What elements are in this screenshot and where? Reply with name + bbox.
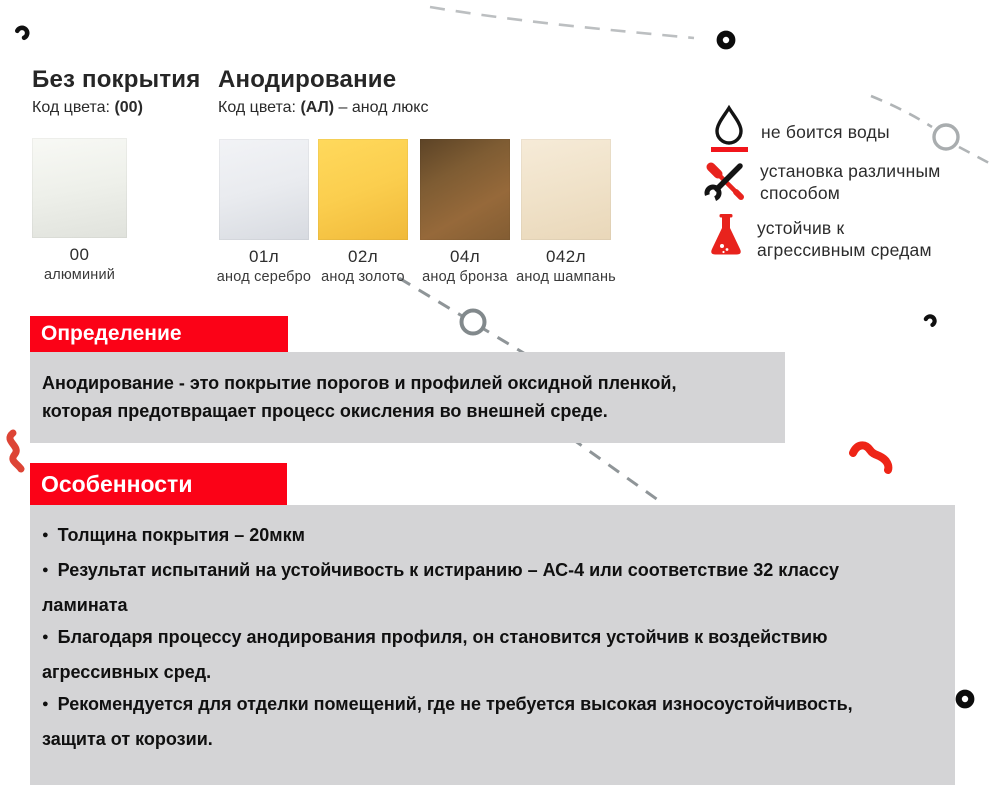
tools-icon (702, 156, 750, 204)
swatch-00 (32, 138, 127, 238)
anodizing-code-line (218, 99, 428, 117)
donut-dot-top (720, 34, 733, 47)
feature-bullet: ● Толщина покрытия – 20мкм (42, 519, 855, 554)
donut-dot-bottom (959, 693, 972, 706)
red-squiggle-left-edge (10, 433, 21, 469)
definition-panel (30, 352, 785, 443)
feature-label-resistance (757, 217, 932, 261)
swatch-042l-label (506, 247, 626, 285)
feature-label-line: агрессивным средам (757, 240, 932, 260)
features-panel (30, 505, 955, 785)
swatch-code: 042л (546, 247, 586, 266)
swatch-code: 02л (347, 247, 379, 266)
circle-outline-middle (462, 311, 485, 334)
swatch-name: анод золото (321, 269, 405, 285)
dashed-line-top (430, 7, 694, 38)
code-suffix: – анод люкс (338, 99, 429, 116)
no-coating-code-line (32, 99, 200, 117)
features-section-title: Особенности (41, 470, 193, 497)
features-section-header (30, 463, 287, 505)
feature-label-installation (760, 160, 940, 204)
dashed-line-middle (399, 278, 527, 355)
swatch-04l (420, 139, 510, 240)
swatch-name: анод шампань (516, 269, 616, 285)
swatch-042l (521, 139, 611, 240)
definition-text: Анодирование - это покрытие порогов и профилей оксидной пленкой, которая предотвращает процесс окисления во внешней среде. (42, 373, 677, 421)
no-coating-header (32, 66, 200, 117)
flask-icon (709, 212, 745, 260)
circle-outline-right (934, 125, 958, 149)
feature-label-line: устойчив к (757, 218, 845, 238)
swatch-code: 01л (248, 247, 280, 266)
red-underline (711, 147, 748, 152)
swatch-01l (219, 139, 309, 240)
comma-shape-right (924, 315, 936, 327)
swatch-name: алюминий (43, 267, 116, 283)
feature-label-water (761, 121, 890, 143)
definition-section-header (30, 316, 288, 352)
anodizing-header (218, 66, 428, 117)
feature-bullet: ● Рекомендуется для отделки помещений, где не требуется высокая износоустойчивость, защита от корозии. (42, 688, 855, 755)
code-value: (АЛ) (300, 99, 335, 116)
swatch-code: 04л (449, 247, 481, 266)
dashed-line-middle-lower (571, 438, 658, 500)
swatch-code: 00 (69, 245, 90, 264)
feature-label-line: способом (760, 183, 841, 203)
code-label: Код цвета: (32, 99, 110, 116)
dashed-curve-right-tail (959, 147, 989, 163)
feature-label-line: не боится воды (761, 122, 890, 142)
feature-label-line: установка различным (760, 161, 941, 181)
no-coating-title: Без покрытия (32, 66, 201, 93)
feature-bullet: ● Результат испытаний на устойчивость к истиранию – АС-4 или соответствие 32 классу ламината (42, 554, 855, 621)
code-label: Код цвета: (218, 99, 296, 116)
swatch-name: анод бронза (422, 269, 508, 285)
swatch-02l (318, 139, 408, 240)
feature-bullet: ● Благодаря процессу анодирования профиля, он становится устойчив к воздействию агрессивных сред. (42, 621, 855, 688)
comma-shape-top-left (15, 26, 29, 40)
red-squiggle-right (853, 445, 888, 470)
code-value: (00) (114, 99, 143, 116)
swatch-name: анод серебро (216, 269, 312, 285)
swatch-00-label (17, 245, 142, 283)
anodizing-title: Анодирование (218, 66, 397, 93)
definition-section-title: Определение (41, 322, 182, 345)
water-drop-icon (709, 104, 751, 154)
